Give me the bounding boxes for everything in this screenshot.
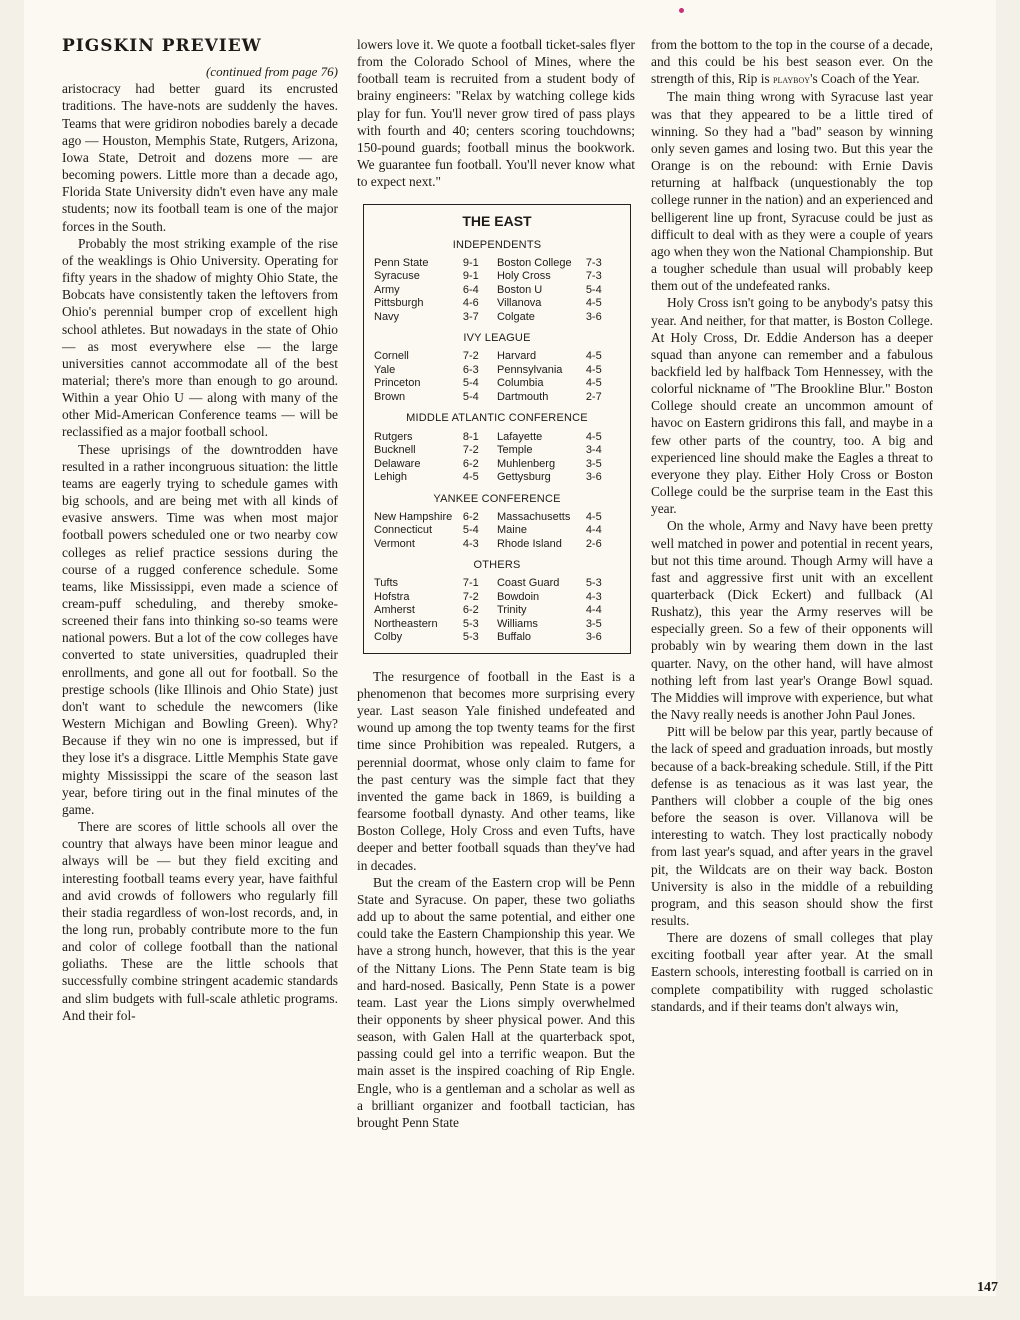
paragraph: There are dozens of small colleges that play exciting football year after year. At the small Eastern schools, interesting football is carried on in complete compatibility with rugged scholastic standards, and if their teams don't always win, — [651, 930, 933, 1014]
team-record: 3-6 — [585, 631, 602, 644]
standings-row — [374, 257, 620, 271]
team-record: 2-6 — [585, 537, 602, 550]
team-record: 5-4 — [462, 390, 479, 403]
team-name: Williams — [496, 617, 538, 630]
team-name: Villanova — [496, 297, 542, 310]
team-name: Rutgers — [374, 430, 413, 443]
team-name: Yale — [374, 363, 396, 376]
team-name: Columbia — [496, 377, 544, 390]
team-name: Northeastern — [374, 617, 438, 630]
team-record: 7-1 — [462, 577, 479, 590]
column-left — [62, 36, 338, 1024]
continued-note: (continued from page 76) — [205, 64, 338, 80]
standings-row — [374, 458, 620, 472]
standings-row — [374, 350, 620, 364]
team-record: 5-4 — [462, 377, 479, 390]
standings-row — [374, 284, 620, 298]
team-record: 7-2 — [462, 350, 479, 363]
standings-row — [374, 618, 620, 632]
magazine-page — [24, 0, 996, 1296]
standings-box — [363, 204, 631, 653]
team-record: 3-7 — [462, 310, 479, 323]
team-record: 3-4 — [585, 444, 602, 457]
team-name: Dartmouth — [496, 390, 549, 403]
team-record: 6-2 — [462, 510, 479, 523]
team-record: 5-4 — [462, 524, 479, 537]
team-name: Cornell — [374, 350, 409, 363]
standings-table — [374, 431, 620, 485]
team-name: Tufts — [374, 577, 399, 590]
team-record: 4-5 — [585, 297, 602, 310]
team-name: Lafayette — [496, 430, 543, 443]
team-record: 4-4 — [585, 604, 602, 617]
team-record: 4-3 — [585, 590, 602, 603]
standings-row — [374, 591, 620, 605]
standings-row — [374, 297, 620, 311]
team-record: 9-1 — [462, 270, 479, 283]
team-record: 5-3 — [462, 617, 479, 630]
team-record: 4-5 — [462, 471, 479, 484]
team-record: 3-5 — [585, 457, 602, 470]
team-name: Army — [374, 283, 400, 296]
team-name: Coast Guard — [496, 577, 560, 590]
standings-row — [374, 538, 620, 552]
paragraph: On the whole, Army and Navy have been pretty well matched in power and potential in recent years, but not this time around. Though Army will have a fast and aggressive first unit with an excellent quarterback (Dick Eckert) and fullback (Al Rushatz), this year the Army reserves will be especially green. So a few of their opponents will probably win by wearing them down in the last quarter. Navy, on the other hand, will have almost nothing left from last year's Orange Bowl squad. The Middies will improve with experience, but what the Navy really needs is another John Paul Jones. — [651, 518, 933, 723]
team-name: New Hampshire — [374, 510, 453, 523]
team-name: Harvard — [496, 350, 537, 363]
team-name: Lehigh — [374, 471, 408, 484]
standings-row — [374, 524, 620, 538]
team-record: 4-5 — [585, 377, 602, 390]
standings-table — [374, 577, 620, 645]
team-record: 7-3 — [585, 256, 602, 269]
text-run: 's Coach of the Year. — [810, 71, 920, 87]
team-name: Holy Cross — [496, 270, 551, 283]
text-run: from the bottom to the top in the course of a decade, and this could be his best season ever. On the strength of this, Rip is — [651, 37, 933, 87]
team-name: Connecticut — [374, 524, 433, 537]
team-name: Colgate — [496, 310, 535, 323]
paragraph: Probably the most striking example of the rise of the weaklings is Ohio University. Operating for fifty years in the shadow of mighty Ohio State, the Bobcats have consistently taken the leftovers from Ohio's perennial bumper crop of excellent high school athletes. But nowadays in the state of Ohio — as most everywhere else — the large universities cannot accommodate all of the best material; there's more than enough to go around. Within a year Ohio U — along with many of the other Mid-American Conference teams — will be reclassified as a major football school. — [62, 235, 338, 440]
team-name: Maine — [496, 524, 527, 537]
paragraph: Holy Cross isn't going to be anybody's patsy this year. And neither, for that matter, is Boston College. At Holy Cross, Dr. Eddie Anderson has a deeper squad than anyone can remember and a fabulous backfield led by halfback Tom Hennessey, with the colorful nickname of "The Brookline Blur." Boston College should create an uncommon amount of havoc on Eastern gridirons this fall, and maybe in a few other parts of the country, too. A big and experienced line should make the Eagles a threat to everyone they play. Either Holy Cross or Boston College could be the surprise team in the East this year. — [651, 295, 933, 517]
team-name: Penn State — [374, 256, 429, 269]
ink-dot — [679, 8, 684, 13]
team-name: Navy — [374, 310, 400, 323]
paragraph — [651, 36, 933, 88]
team-record: 6-2 — [462, 457, 479, 470]
team-record: 4-3 — [462, 537, 479, 550]
team-name: Pennsylvania — [496, 363, 563, 376]
standings-row — [374, 391, 620, 405]
conference-title: MIDDLE ATLANTIC CONFERENCE — [406, 412, 588, 425]
team-record: 5-3 — [462, 631, 479, 644]
standings-table — [374, 257, 620, 325]
team-name: Colby — [374, 631, 403, 644]
page-number: 147 — [977, 1280, 998, 1295]
paragraph: The main thing wrong with Syracuse last year was that they appeared to be a little tired of winning. So they had a "bad" season by winning only seven games and losing two. But this year the Orange is on the rebound: with Ernie Davis returning at halfback (unquestionably the top college runner in the nation) and an experienced and belligerent line up front, Syracuse could be just as difficult to deal with as they were a couple of years ago when they won the National Championship. But a tougher schedule than usual will probably keep them out of the undefeated ranks. — [651, 89, 933, 294]
team-name: Trinity — [496, 604, 527, 617]
team-name: Princeton — [374, 377, 421, 390]
team-record: 3-6 — [585, 310, 602, 323]
conference-title: YANKEE CONFERENCE — [433, 492, 561, 505]
standings-row — [374, 377, 620, 391]
column-right — [651, 36, 933, 1015]
team-name: Buffalo — [496, 631, 532, 644]
column-middle — [357, 36, 635, 1131]
standings-row — [374, 311, 620, 325]
standings-title: THE EAST — [462, 213, 532, 230]
team-record: 4-5 — [585, 350, 602, 363]
conference-title: IVY LEAGUE — [463, 332, 531, 345]
team-name: Delaware — [374, 457, 421, 470]
paragraph: The resurgence of football in the East is a phenomenon that becomes more surprising every year. Last season Yale finished undefeated and wound up among the top twenty teams for the first time since Prohibition was repealed. Rutgers, a perennial doormat, whose only claim to fame for the past century was the simple fact that they invented the game back in 1869, is building a fearsome football dynasty. And other teams, like Boston College, Holy Cross and even Tufts, have deeper and better football squads than they've had in decades. — [357, 668, 635, 873]
team-record: 6-4 — [462, 283, 479, 296]
standings-row — [374, 444, 620, 458]
team-record: 4-5 — [585, 430, 602, 443]
standings-table — [374, 350, 620, 404]
article-heading: PIGSKIN PREVIEW — [62, 36, 262, 56]
standings-table — [374, 511, 620, 552]
conference-title: OTHERS — [473, 559, 521, 572]
standings-row — [374, 631, 620, 645]
team-record: 9-1 — [462, 256, 479, 269]
team-name: Syracuse — [374, 270, 420, 283]
standings-row — [374, 270, 620, 284]
team-record: 7-2 — [462, 590, 479, 603]
team-name: Massachusetts — [496, 510, 571, 523]
team-name: Amherst — [374, 604, 415, 617]
paragraph: There are scores of little schools all over the country that always have been minor league and always will be — but they field exciting and interesting football teams every year, have faithful and avid crowds of followers who regularly fill their stadia regardless of won-lost records, and, in the long run, probably contribute more to the fun and color of college football than the national goliaths. These are the little schools that successfully combine stringent academic standards and slim budgets with full-scale athletic programs. And their fol- — [62, 819, 338, 1023]
team-record: 7-2 — [462, 444, 479, 457]
team-record: 4-4 — [585, 524, 602, 537]
standings-row — [374, 471, 620, 485]
paragraph: But the cream of the Eastern crop will be Penn State and Syracuse. On paper, these two goliaths add up to about the same potential, and either one could take the Eastern Championship this year. We have a strong hunch, however, that this is the year of the Nittany Lions. The Penn State team is big and hard-nosed. Basically, Penn State is a power team. Last year the Lions simply overwhelmed their opponents by sheer physical power. And this season, with Galen Hall at the quarterback spot, passing could gel into a terrific weapon. But the main asset is the inspired coaching of Rip Engle. Engle, who is a gentleman and a scholar as well as a brilliant organizer and football tactician, has brought Penn State — [357, 874, 635, 1130]
team-record: 5-3 — [585, 577, 602, 590]
team-name: Muhlenberg — [496, 457, 556, 470]
team-name: Boston U — [496, 283, 543, 296]
team-record: 4-6 — [462, 297, 479, 310]
team-record: 6-2 — [462, 604, 479, 617]
team-record: 7-3 — [585, 270, 602, 283]
team-name: Vermont — [374, 537, 415, 550]
team-record: 3-6 — [585, 471, 602, 484]
standings-row — [374, 604, 620, 618]
team-name: Pittsburgh — [374, 297, 424, 310]
team-name: Bowdoin — [496, 590, 540, 603]
team-record: 2-7 — [585, 390, 602, 403]
team-name: Hofstra — [374, 590, 410, 603]
paragraph: lowers love it. We quote a football ticket-sales flyer from the Colorado School of Mines, where the football team is recruited from a student body of brainy engineers: "Relax by watching college kids play for fun. You'll never grow tired of pass plays with fourth and 40; centers scoring touchdowns; 150-pound guards; football minus the bookwork. We guarantee fun football. You'll never know what to expect next." — [357, 37, 635, 190]
standings-row — [374, 511, 620, 525]
team-name: Boston College — [496, 256, 572, 269]
magazine-name: playboy — [773, 72, 811, 87]
paragraph: aristocracy had better guard its encrusted traditions. The have-nots are suddenly the haves. Teams that were gridiron nobodies barely a decade ago — Houston, Memphis State, Rutgers, Arizona, Iowa State, Detroit and dozens more — are becoming powers. Little more than a decade ago, Florida State University didn't even have any male students; now its football team is one of the major forces in the South. — [62, 81, 338, 234]
team-name: Bucknell — [374, 444, 416, 457]
team-name: Rhode Island — [496, 537, 562, 550]
team-record: 4-5 — [585, 363, 602, 376]
conference-title: INDEPENDENTS — [452, 238, 542, 251]
team-record: 4-5 — [585, 510, 602, 523]
team-record: 5-4 — [585, 283, 602, 296]
standings-row — [374, 577, 620, 591]
standings-row — [374, 364, 620, 378]
standings-row — [374, 431, 620, 445]
standings-conferences — [374, 237, 620, 645]
team-name: Temple — [496, 444, 533, 457]
paragraph: Pitt will be below par this year, partly because of the lack of speed and graduation inroads, but mostly because of a back-breaking schedule. Still, if the Pitt defense is as tenacious as it was last year, the Panthers will clobber a couple of the big ones before the season is over. Villanova will be interesting to watch. They lost practically nobody from last year's squad, and after years in the gravel pit, the Wildcats are on their way back. Boston University is also in the middle of a rebuilding program, and this season should show the first results. — [651, 724, 933, 928]
paragraph: These uprisings of the downtrodden have resulted in a rather incongruous situation: the little teams are eagerly trying to schedule games with big schools, and are being met with all kinds of evasive answers. Time was when most major football powers scheduled one or two nearby cow colleges as relief practice sessions during the course of a rugged conference schedule. Some teams, like Mississippi, even made a science of cream-puff scheduling, and thereby smoke-screened their fans into thinking so-so teams were national powers. But a lot of the cow colleges have converted to state universities, quadrupled their enrollments, and gone all out for football. So the prestige schools (like Illinois and Ohio State) just don't want to schedule the newcomers (like Western Michigan and Bowling Green). Why? Because if they win no one is impressed, but if they lose it's a disgrace. Little Memphis State gave mighty Mississippi the scare of the season last year, before tiring out in the final minutes of the game. — [62, 441, 338, 817]
team-name: Gettysburg — [496, 471, 551, 484]
team-record: 8-1 — [462, 430, 479, 443]
team-record: 3-5 — [585, 617, 602, 630]
team-name: Brown — [374, 390, 406, 403]
team-record: 6-3 — [462, 363, 479, 376]
